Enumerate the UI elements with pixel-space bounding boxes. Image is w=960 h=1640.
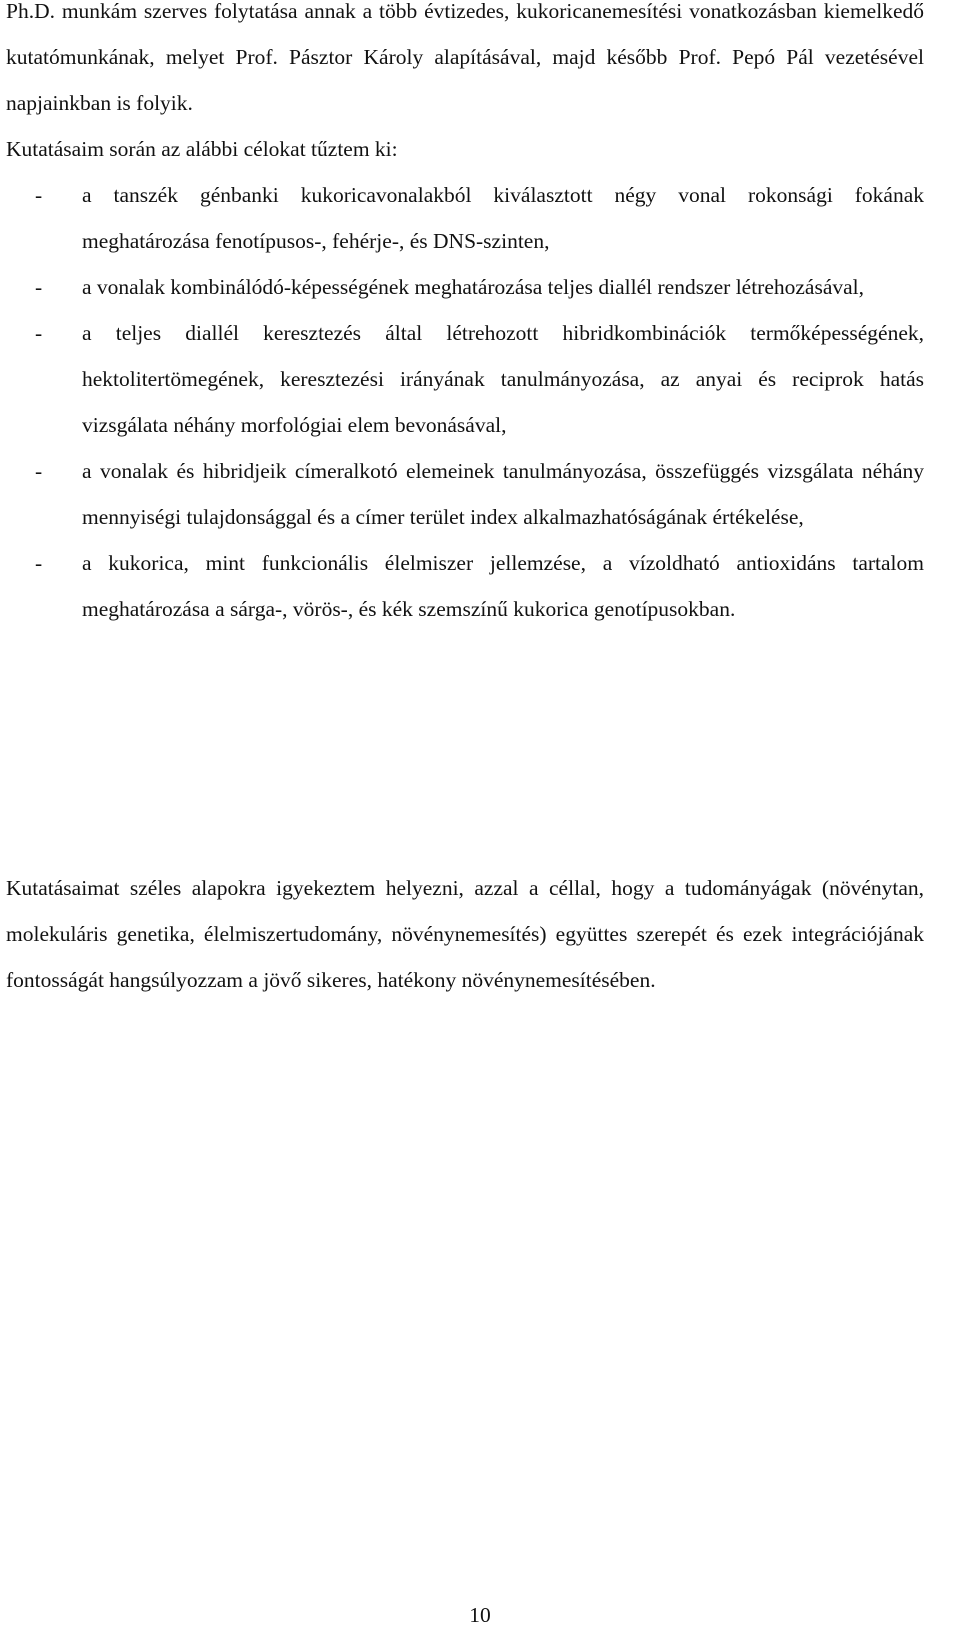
intro-paragraph-text: Ph.D. munkám szerves folytatása annak a több évtizedes, kukoricanemesítési vonatkozásban kiemelkedő kutatómunkának, melyet Prof. Pásztor Károly alapításával, majd később Prof. Pepó Pál vezetésével napjainkban is folyik. — [6, 0, 924, 115]
goal-list — [6, 172, 924, 632]
intro-paragraph — [6, 0, 924, 126]
list-dash: - — [35, 459, 43, 483]
goal-list-item — [6, 540, 924, 632]
goal-list-item — [6, 172, 924, 264]
list-dash: - — [35, 275, 43, 299]
goal-list-item — [6, 264, 924, 310]
goal-text: a tanszék génbanki kukoricavonalakból kiválasztott négy vonal rokonsági fokának meghatározása fenotípusos-, fehérje-, és DNS-szinten, — [82, 183, 924, 253]
list-dash: - — [35, 321, 43, 345]
intro-section — [6, 0, 924, 632]
list-dash: - — [35, 183, 43, 207]
page-number: 10 — [469, 1603, 491, 1627]
goal-text: a kukorica, mint funkcionális élelmiszer jellemzése, a vízoldható antioxidáns tartalom meghatározása a sárga-, vörös-, és kék szemszínű kukorica genotípusokban. — [82, 551, 924, 621]
goal-text: a teljes diallél keresztezés által létrehozott hibridkombinációk termőképességének, hektolitertömegének, keresztezési irányának tanulmányozása, az anyai és reciprok hatás vizsgálata néhány morfológiai elem bevonásával, — [82, 321, 924, 437]
closing-paragraph: Kutatásaimat széles alapokra igyekeztem helyezni, azzal a céllal, hogy a tudományágak (növénytan, molekuláris genetika, élelmiszertudomány, növénynemesítés) együttes szerepét és ezek integrációjának fontosságát hangsúlyozzam a jövő sikeres, hatékony növénynemesítésében. — [6, 876, 924, 992]
list-dash: - — [35, 551, 43, 575]
goal-list-item — [6, 310, 924, 448]
goal-text: a vonalak kombinálódó-képességének meghatározása teljes diallél rendszer létrehozásával, — [82, 275, 865, 299]
goals-lead: Kutatásaim során az alábbi célokat tűztem ki: — [6, 137, 398, 161]
goal-text: a vonalak és hibridjeik címeralkotó elemeinek tanulmányozása, összefüggés vizsgálata néhány mennyiségi tulajdonsággal és a címer terület index alkalmazhatóságának értékelése, — [82, 459, 924, 529]
goal-list-item — [6, 448, 924, 540]
